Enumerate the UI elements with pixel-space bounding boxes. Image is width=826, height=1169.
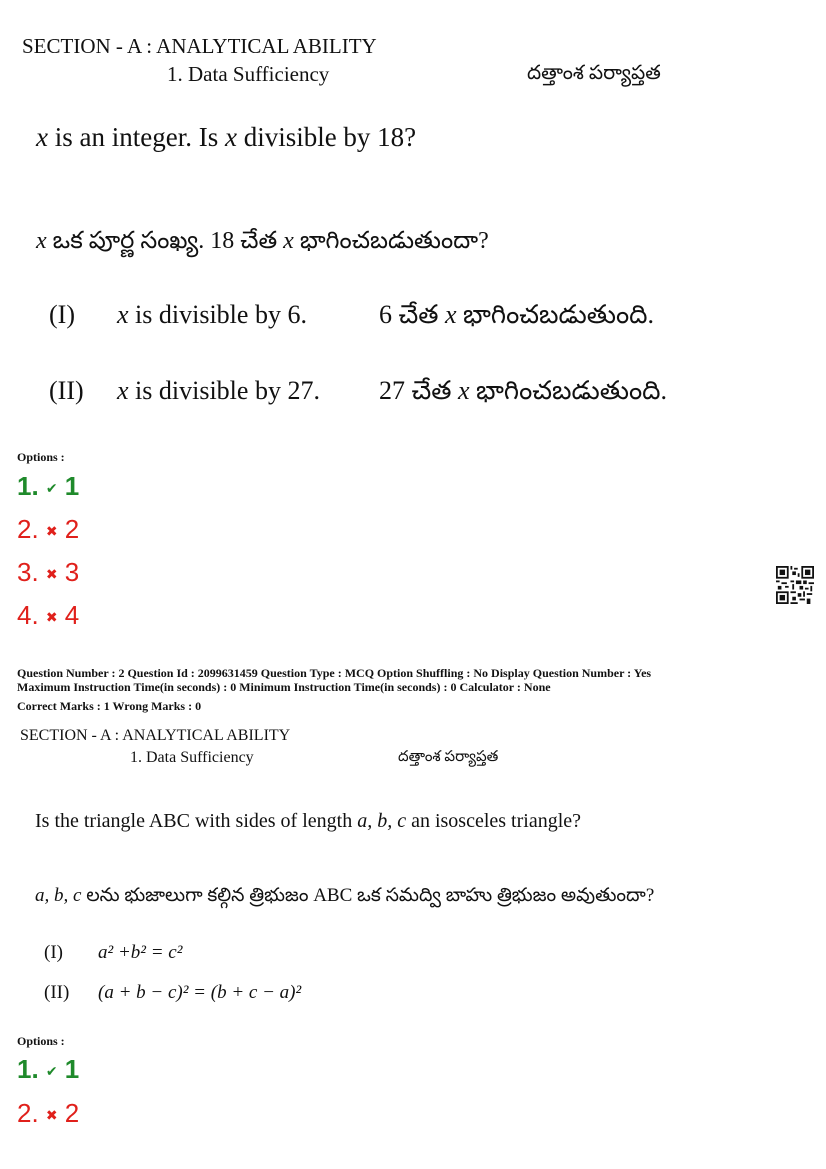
- question-stem: [36, 122, 416, 153]
- question-stem-telugu: [36, 227, 489, 260]
- variable: x: [36, 228, 47, 254]
- option-number: 3.: [17, 557, 39, 587]
- check-icon: ✔: [45, 1062, 58, 1079]
- variable: x: [224, 122, 237, 152]
- statement-telugu: భాగించబడుతుంది.: [469, 376, 668, 405]
- cross-icon: ✖: [45, 1106, 58, 1123]
- statement: [49, 376, 667, 412]
- statement-telugu: 27 చేత: [379, 376, 458, 405]
- stem-text: ఒక పూర్ణ సంఖ్య. 18 చేత: [46, 228, 284, 254]
- cross-icon: ✖: [45, 565, 58, 582]
- marks-info: Correct Marks : 1 Wrong Marks : 0: [17, 699, 202, 713]
- variable: x: [458, 376, 470, 405]
- stem-text: divisible by 18?: [236, 122, 417, 152]
- subsection-heading-telugu: దత్తాంశ పర్యాప్తత: [527, 62, 661, 84]
- variable: x: [283, 228, 294, 254]
- option-value: 1: [64, 1054, 80, 1084]
- option-3[interactable]: [17, 557, 79, 588]
- equation: (a + b − c)² = (b + c − a)²: [98, 982, 302, 1003]
- variables: a, b, c: [35, 885, 82, 906]
- stem-text: లను భుజాలుగా కల్గిన త్రిభుజం ABC ఒక సమద్వి బాహు త్రిభుజం అవుతుందా?: [81, 885, 655, 906]
- equation: a² +b² = c²: [98, 942, 183, 963]
- stem-text: Is the triangle ABC with sides of length: [35, 810, 358, 832]
- statement-number: (II): [49, 376, 84, 405]
- stem-text: an isosceles triangle?: [406, 810, 582, 832]
- stem-text: భాగించబడుతుందా?: [293, 228, 489, 254]
- option-number: 2.: [17, 1098, 39, 1128]
- subsection-heading: 1. Data Sufficiency: [130, 749, 254, 766]
- statement: [49, 300, 654, 336]
- question-metadata: Maximum Instruction Time(in seconds) : 0 Minimum Instruction Time(in seconds) : 0 Calculator : None: [17, 680, 551, 694]
- statement-telugu: 6 చేత: [379, 300, 445, 329]
- statement-telugu: భాగించబడుతుంది.: [456, 300, 655, 329]
- variable: x: [445, 300, 457, 329]
- option-value: 2: [64, 514, 80, 544]
- variable: x: [36, 122, 48, 152]
- statement: [44, 982, 301, 1004]
- section-heading: SECTION - A : ANALYTICAL ABILITY: [22, 34, 377, 58]
- variables: a, b, c: [357, 810, 407, 832]
- stem-text: is an integer. Is: [47, 122, 225, 152]
- options-label: Options :: [17, 450, 65, 464]
- option-2[interactable]: [17, 1098, 79, 1129]
- qr-code-icon: [776, 566, 814, 604]
- variable: x: [117, 300, 129, 329]
- options-label: Options :: [17, 1034, 65, 1048]
- variable: x: [117, 376, 129, 405]
- cross-icon: ✖: [45, 608, 58, 625]
- subsection-heading-telugu: దత్తాంశ పర్యాప్తత: [398, 749, 499, 765]
- option-1[interactable]: [17, 1054, 79, 1085]
- option-number: 4.: [17, 600, 39, 630]
- option-value: 2: [64, 1098, 80, 1128]
- option-1[interactable]: [17, 471, 79, 502]
- section-heading: SECTION - A : ANALYTICAL ABILITY: [20, 727, 291, 744]
- statement: [44, 942, 182, 964]
- statement-text: is divisible by 27.: [128, 376, 320, 405]
- option-4[interactable]: [17, 600, 79, 631]
- statement-text: is divisible by 6.: [128, 300, 307, 329]
- option-number: 1.: [17, 471, 39, 501]
- statement-number: (I): [49, 300, 75, 329]
- option-number: 2.: [17, 514, 39, 544]
- statement-number: (II): [44, 982, 70, 1003]
- statement-number: (I): [44, 942, 63, 963]
- option-number: 1.: [17, 1054, 39, 1084]
- question-metadata: Question Number : 2 Question Id : 2099631459 Question Type : MCQ Option Shuffling : No Display Question Number : Yes: [17, 666, 652, 680]
- subsection-heading: 1. Data Sufficiency: [167, 62, 330, 86]
- option-value: 3: [64, 557, 80, 587]
- cross-icon: ✖: [45, 522, 58, 539]
- question-stem: [35, 810, 581, 833]
- option-value: 4: [64, 600, 80, 630]
- option-2[interactable]: [17, 514, 79, 545]
- question-stem-telugu: [35, 885, 654, 911]
- check-icon: ✔: [45, 479, 58, 496]
- option-value: 1: [64, 471, 80, 501]
